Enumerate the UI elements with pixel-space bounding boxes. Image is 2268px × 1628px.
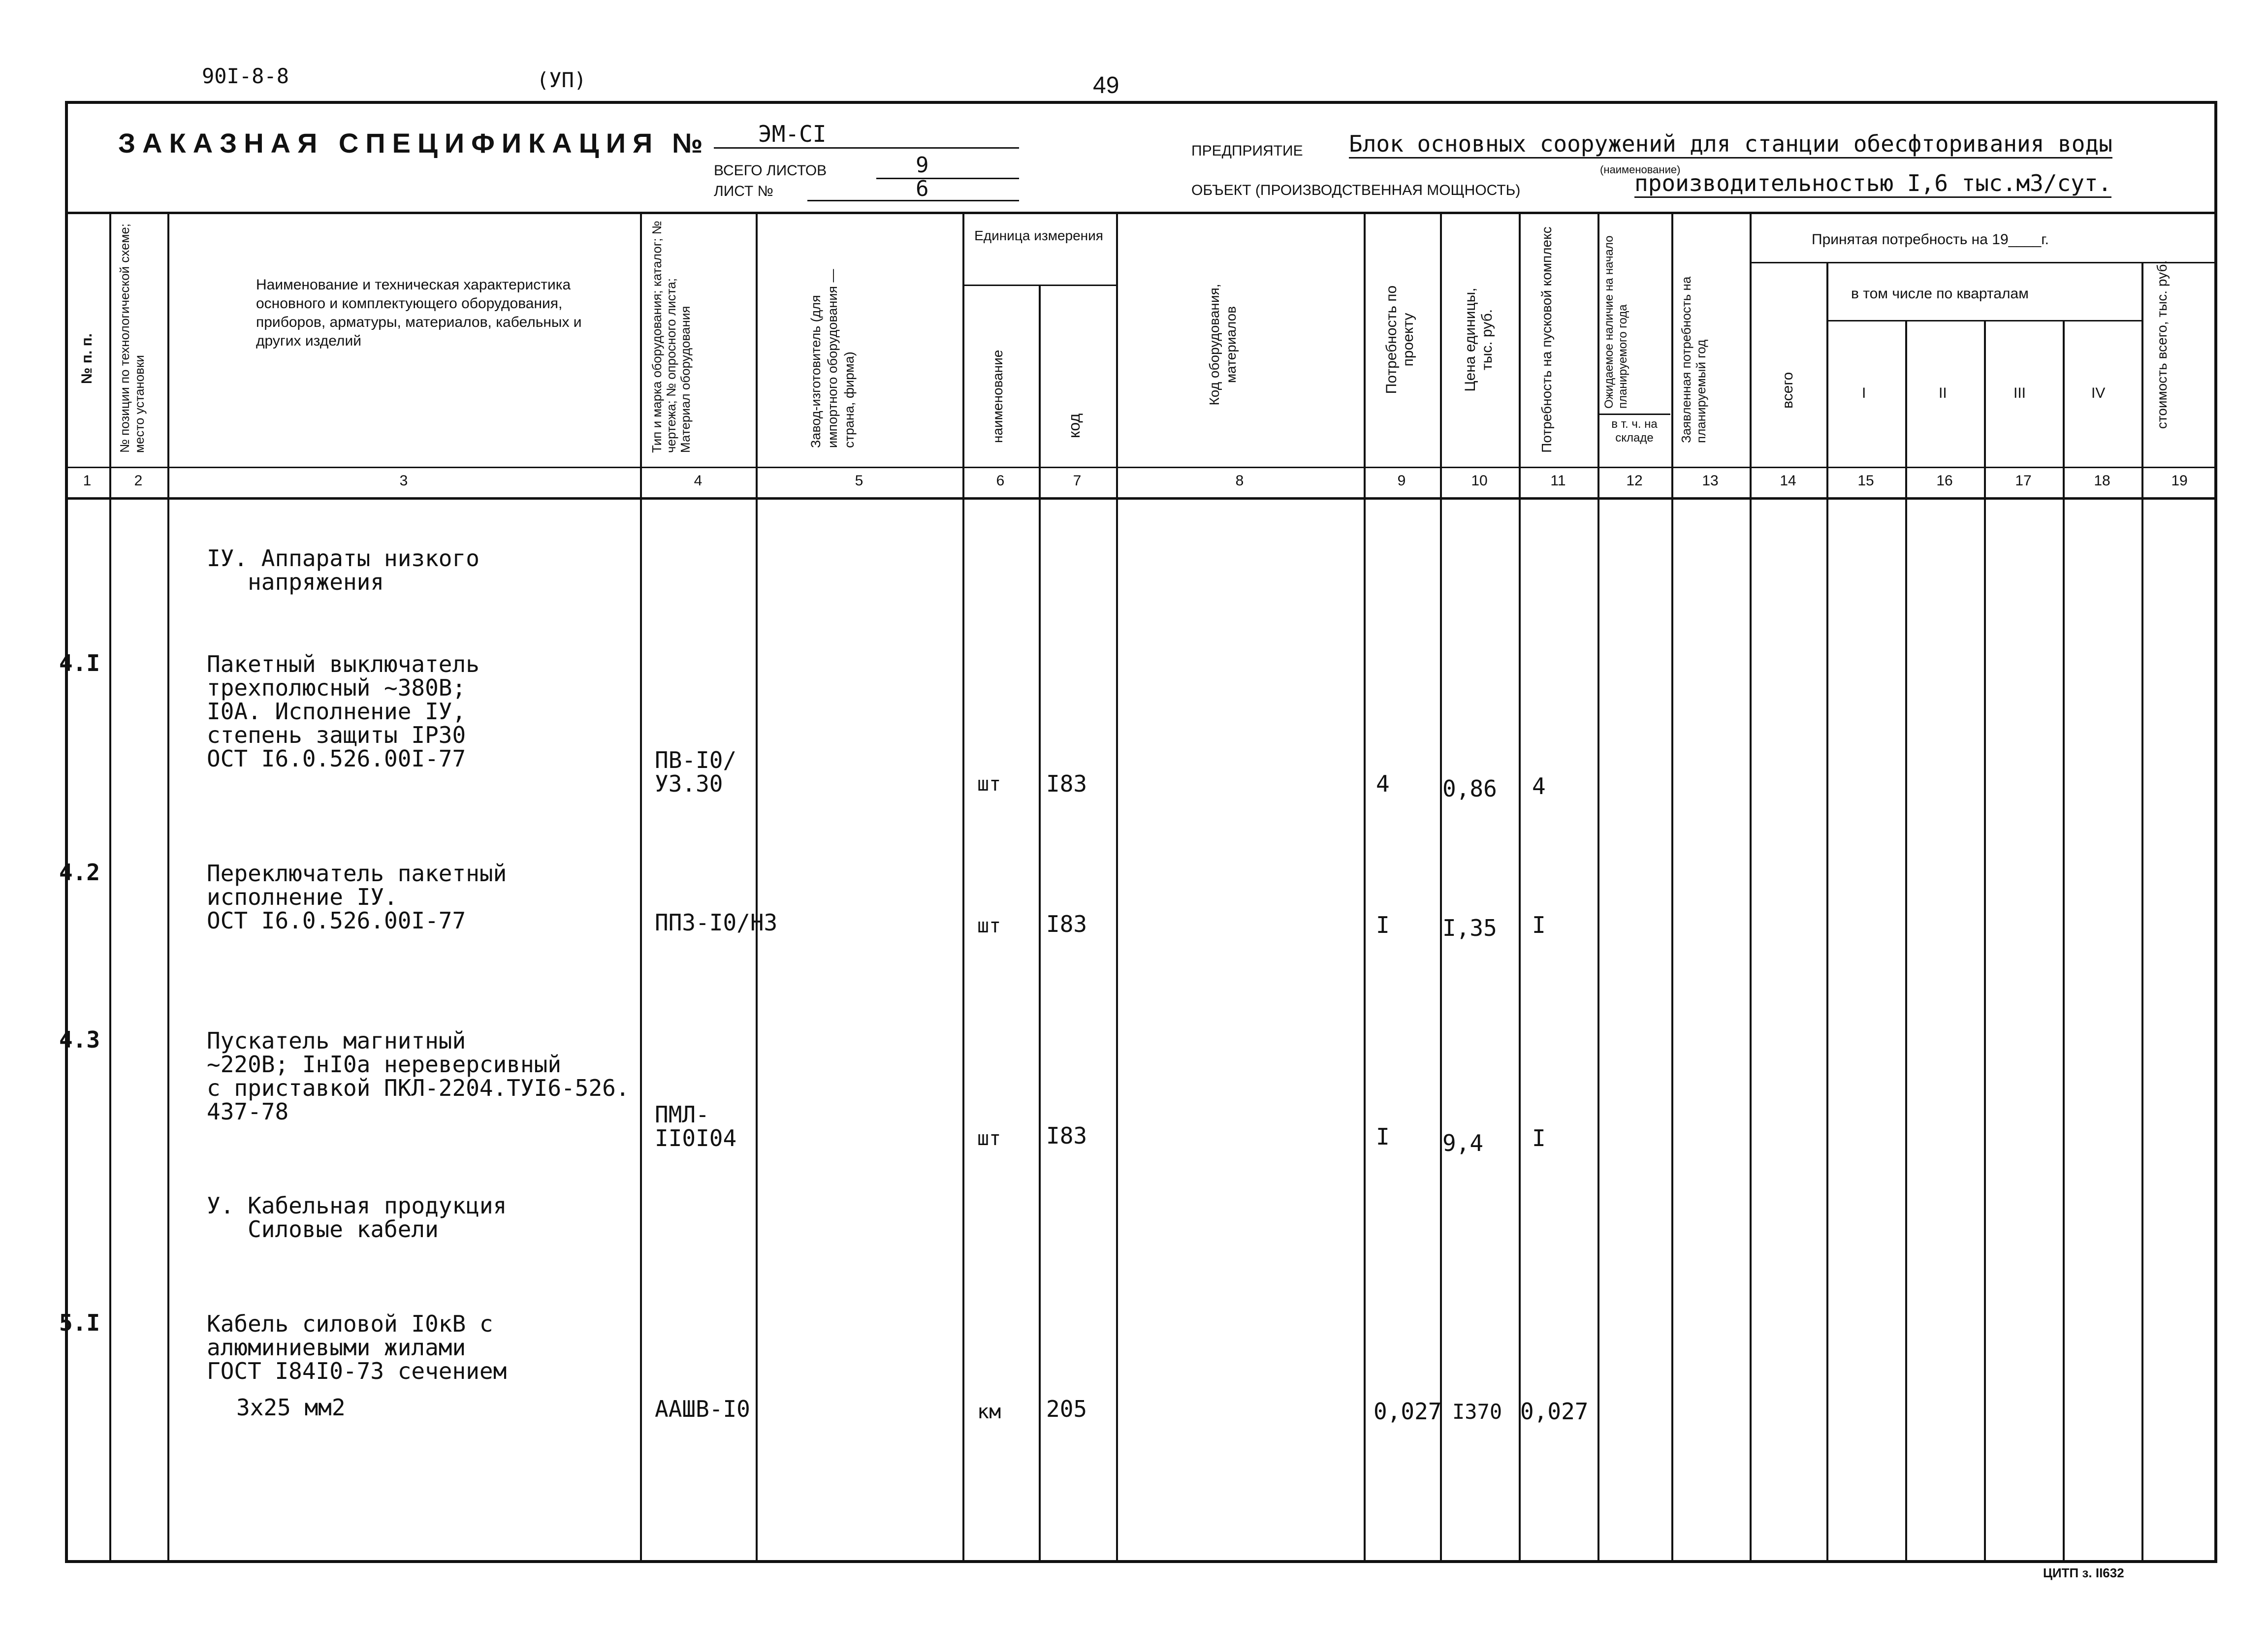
- row-launch: 4: [1532, 773, 1546, 799]
- col-line-6: [1039, 285, 1041, 1563]
- enterprise-label: ПРЕДПРИЯТИЕ: [1191, 143, 1303, 159]
- colnum-13: 13: [1702, 473, 1719, 489]
- object-value: производительностью I,6 тыс.м3/сут.: [1634, 170, 2111, 198]
- spec-title: ЗАКАЗНАЯ СПЕЦИФИКАЦИЯ: [118, 128, 660, 159]
- col-line-4: [756, 212, 758, 1563]
- row-type: ААШВ-I0: [655, 1396, 750, 1422]
- col-line-11: [1597, 212, 1599, 1563]
- row-need: I: [1376, 912, 1390, 938]
- section-header-4: IУ. Аппараты низкого напряжения: [207, 545, 479, 595]
- row-num: 4.I: [59, 650, 100, 676]
- col14-header: всего: [1780, 372, 1796, 409]
- col-line-17: [2063, 320, 2065, 1563]
- col8-header: [1206, 256, 1240, 433]
- accepted-header: Принятая потребность на 19____г.: [1812, 231, 2049, 248]
- row-price: 9,4: [1442, 1130, 1484, 1156]
- col9-header-text: Потребность по проекту: [1383, 285, 1416, 394]
- col4-header: [650, 217, 693, 453]
- row-unit: шт: [977, 773, 1001, 796]
- row-unit: шт: [977, 915, 1001, 937]
- row-code: 205: [1046, 1396, 1087, 1422]
- col3-header-text: Наименование и техническая характеристика основного и комплектующего оборудования, приборов, арматуры, материалов, кабельных и других изделий: [256, 277, 582, 349]
- object-label: ОБЪЕКТ (ПРОИЗВОДСТВЕННАЯ МОЩНОСТЬ): [1191, 182, 1521, 198]
- doc-code: 90I-8-8: [202, 64, 289, 88]
- colnum-4: 4: [694, 473, 703, 489]
- col12-subheader-text: в т. ч. на складе: [1611, 417, 1658, 445]
- row-type: ПП3-I0/Н3: [655, 909, 778, 936]
- row-price: I,35: [1442, 915, 1497, 941]
- row-price: I370: [1452, 1400, 1502, 1424]
- colnum-16: 16: [1936, 473, 1953, 489]
- row-need: 4: [1376, 770, 1390, 797]
- quarters-header: в том числе по кварталам: [1851, 286, 2029, 302]
- colnum-6: 6: [996, 473, 1005, 489]
- col-line-15: [1905, 320, 1907, 1563]
- colnum-3: 3: [399, 473, 408, 489]
- page-number: 49: [1093, 72, 1119, 98]
- footer-stamp: ЦИТП з. II632: [2043, 1565, 2124, 1580]
- col-line-9: [1440, 212, 1442, 1563]
- row-name: Переключатель пакетный исполнение IУ. ОСТ I6.0.526.00I-77: [207, 860, 507, 934]
- q3-header: III: [2013, 385, 2026, 401]
- col-line-3: [640, 212, 642, 1563]
- number-label: №: [672, 128, 703, 159]
- col13-header-text: Заявленная потребность на планируемый год: [1679, 276, 1708, 443]
- col-line-2: [167, 212, 169, 1563]
- col6-header: наименование: [990, 350, 1005, 443]
- sheet-label: ЛИСТ №: [714, 183, 773, 199]
- col12-header-text: Ожидаемое наличие на начало планируемого года: [1602, 235, 1629, 409]
- enterprise-value: Блок основных сооружений для станции обесфторивания воды: [1349, 130, 2112, 159]
- spec-number: ЭМ-СI: [714, 121, 1019, 149]
- col10-header-text: Цена единицы, тыс. руб.: [1462, 287, 1495, 392]
- sheet-value: 6: [807, 178, 1019, 201]
- q2-header: II: [1939, 385, 1947, 401]
- col-line-18: [2141, 262, 2143, 1563]
- colnum-7: 7: [1073, 473, 1082, 489]
- doc-stage: (УП): [537, 68, 587, 92]
- unit-group-header: [965, 227, 1113, 244]
- numbers-top-line: [65, 467, 2217, 468]
- col2-header: [117, 222, 147, 453]
- col-line-7: [1116, 212, 1118, 1563]
- row-name: Пакетный выключатель трехполюсный ~380В; I0А. Исполнение IУ, степень защиты IP30 ОСТ I6.0.526.00I-77: [207, 651, 479, 772]
- row-name-section: 3х25 мм2: [236, 1394, 346, 1421]
- col19-header-text: стоимость всего, тыс. руб.: [2154, 260, 2170, 429]
- row-num: 5.I: [59, 1309, 100, 1336]
- col5-header: [807, 241, 858, 448]
- colnum-2: 2: [134, 473, 143, 489]
- row-launch: I: [1532, 912, 1546, 938]
- col13-header: [1679, 217, 1708, 443]
- colnum-18: 18: [2094, 473, 2110, 489]
- q4-header: IV: [2091, 385, 2106, 401]
- col-line-13: [1750, 212, 1752, 1563]
- col-line-10: [1519, 212, 1521, 1563]
- col4-header-text: Тип и марка оборудования; каталог; № чертежа; № опросного листа; Материал оборудования: [649, 221, 693, 453]
- col11-header-text: Потребность на пусковой комплекс: [1539, 226, 1554, 453]
- col-line-14: [1826, 262, 1828, 1563]
- row-code: I83: [1046, 911, 1087, 937]
- col12-header: [1602, 226, 1630, 409]
- col-line-1: [109, 212, 111, 1563]
- row-num: 4.3: [59, 1026, 100, 1053]
- row-name: Кабель силовой I0кВ с алюминиевыми жилами ГОСТ I84I0-73 сечением: [207, 1310, 507, 1384]
- row-code: I83: [1046, 1122, 1087, 1149]
- row-launch: I: [1532, 1125, 1546, 1151]
- row-price: 0,86: [1442, 775, 1497, 802]
- colnum-1: 1: [83, 473, 92, 489]
- col1-header: № п. п.: [79, 333, 95, 384]
- stock-subline: [1597, 414, 1670, 415]
- row-unit: км: [977, 1401, 1001, 1423]
- row-name: Пускатель магнитный ~220В; IнI0а нереверсивный с приставкой ПКЛ-2204.ТУI6-526. 437-78: [207, 1027, 630, 1125]
- col8-header-text: Код оборудования, материалов: [1207, 284, 1239, 406]
- q1-header: I: [1862, 385, 1866, 401]
- col11-header: [1538, 226, 1555, 453]
- numbers-bottom-line: [65, 497, 2217, 500]
- name-caption: (наименование): [1600, 163, 1681, 176]
- colnum-10: 10: [1471, 473, 1488, 489]
- colnum-9: 9: [1397, 473, 1406, 489]
- colnum-14: 14: [1780, 473, 1796, 489]
- col-line-8: [1364, 212, 1366, 1563]
- row-need: 0,027: [1374, 1398, 1442, 1425]
- table-top-line: [65, 212, 2217, 214]
- col2-header-text: № позиции по технологической схеме; место установки: [117, 223, 147, 453]
- colnum-17: 17: [2015, 473, 2032, 489]
- accepted-group-line: [1750, 262, 2217, 263]
- col-line-16: [1984, 320, 1986, 1563]
- row-type: ПВ-I0/ У3.30: [655, 747, 737, 797]
- row-code: I83: [1046, 770, 1087, 797]
- colnum-19: 19: [2171, 473, 2188, 489]
- col12-subheader: [1600, 417, 1669, 445]
- colnum-11: 11: [1550, 473, 1566, 489]
- total-sheets-label: ВСЕГО ЛИСТОВ: [714, 162, 827, 179]
- section-header-5: У. Кабельная продукция Силовые кабели: [207, 1192, 507, 1243]
- row-num: 4.2: [59, 859, 100, 886]
- colnum-15: 15: [1857, 473, 1874, 489]
- col9-header: [1383, 276, 1417, 404]
- row-type: ПМЛ- II0I04: [655, 1101, 737, 1151]
- col10-header: [1462, 276, 1496, 404]
- col-line-5: [962, 212, 964, 1563]
- col19-header: [2154, 251, 2171, 438]
- col3-header: [256, 276, 630, 351]
- col7-header: код: [1065, 413, 1083, 438]
- colnum-5: 5: [855, 473, 863, 489]
- col5-header-text: Завод-изготовитель (для импортного оборудования — страна, фирма): [808, 269, 857, 448]
- colnum-8: 8: [1235, 473, 1244, 489]
- row-unit: шт: [977, 1127, 1001, 1150]
- colnum-12: 12: [1626, 473, 1643, 489]
- row-need: I: [1376, 1123, 1390, 1150]
- unit-group-header-text: Единица измерения: [974, 228, 1103, 243]
- total-sheets-value: 9: [876, 153, 1019, 179]
- row-launch: 0,027: [1520, 1398, 1589, 1425]
- col-line-12: [1671, 212, 1673, 1563]
